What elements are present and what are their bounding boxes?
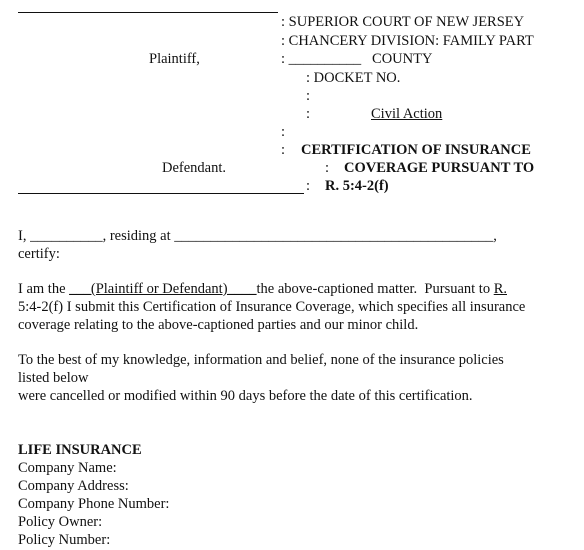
document-title-line1: CERTIFICATION OF INSURANCE	[301, 142, 531, 158]
court-line: : DOCKET NO.	[306, 70, 401, 86]
court-line: : CHANCERY DIVISION: FAMILY PART	[281, 33, 534, 49]
certify-line: certify:	[18, 246, 60, 262]
paragraph-role-line	[18, 281, 507, 298]
defendant-label: Defendant.	[162, 160, 227, 176]
caption-colon: :	[306, 106, 311, 122]
plaintiff-label: Plaintiff,	[149, 51, 200, 67]
field-company-phone: Company Phone Number:	[18, 496, 170, 512]
caption-colon: :	[325, 160, 330, 176]
field-policy-number: Policy Number:	[18, 532, 111, 548]
certify-line: I, __________, residing at ____________________________________________,	[18, 228, 497, 244]
field-company-name: Company Name:	[18, 460, 117, 476]
caption-colon: :	[306, 178, 311, 194]
role-blank: ___(Plaintiff or Defendant)____	[69, 281, 257, 297]
civil-action-label: Civil Action	[371, 106, 443, 122]
caption-colon: :	[306, 88, 311, 104]
field-company-address: Company Address:	[18, 478, 129, 494]
court-line: : SUPERIOR COURT OF NEW JERSEY	[281, 14, 525, 30]
document-title-line3: R. 5:4-2(f)	[325, 178, 389, 194]
rule-citation: R.	[493, 281, 507, 297]
paragraph-line: To the best of my knowledge, information and belief, none of the insurance policies	[18, 352, 504, 368]
court-line: : __________ COUNTY	[281, 51, 433, 67]
life-insurance-heading: LIFE INSURANCE	[18, 442, 142, 458]
paragraph-line: listed below	[18, 370, 89, 386]
paragraph-line: were cancelled or modified within 90 days before the date of this certification.	[18, 388, 473, 404]
document-title-line2: COVERAGE PURSUANT TO	[344, 160, 535, 176]
para1-mid: the above-captioned matter. Pursuant to	[256, 281, 494, 297]
paragraph-line: 5:4-2(f) I submit this Certification of Insurance Coverage, which specifies all insurance	[18, 299, 526, 315]
field-policy-owner: Policy Owner:	[18, 514, 103, 530]
paragraph-line: coverage relating to the above-captioned parties and our minor child.	[18, 317, 419, 333]
caption-bottom-rule	[18, 193, 304, 194]
para1-prefix: I am the	[18, 281, 70, 297]
caption-colon: :	[281, 124, 286, 140]
caption-colon: :	[281, 142, 286, 158]
caption-top-rule	[18, 12, 278, 13]
